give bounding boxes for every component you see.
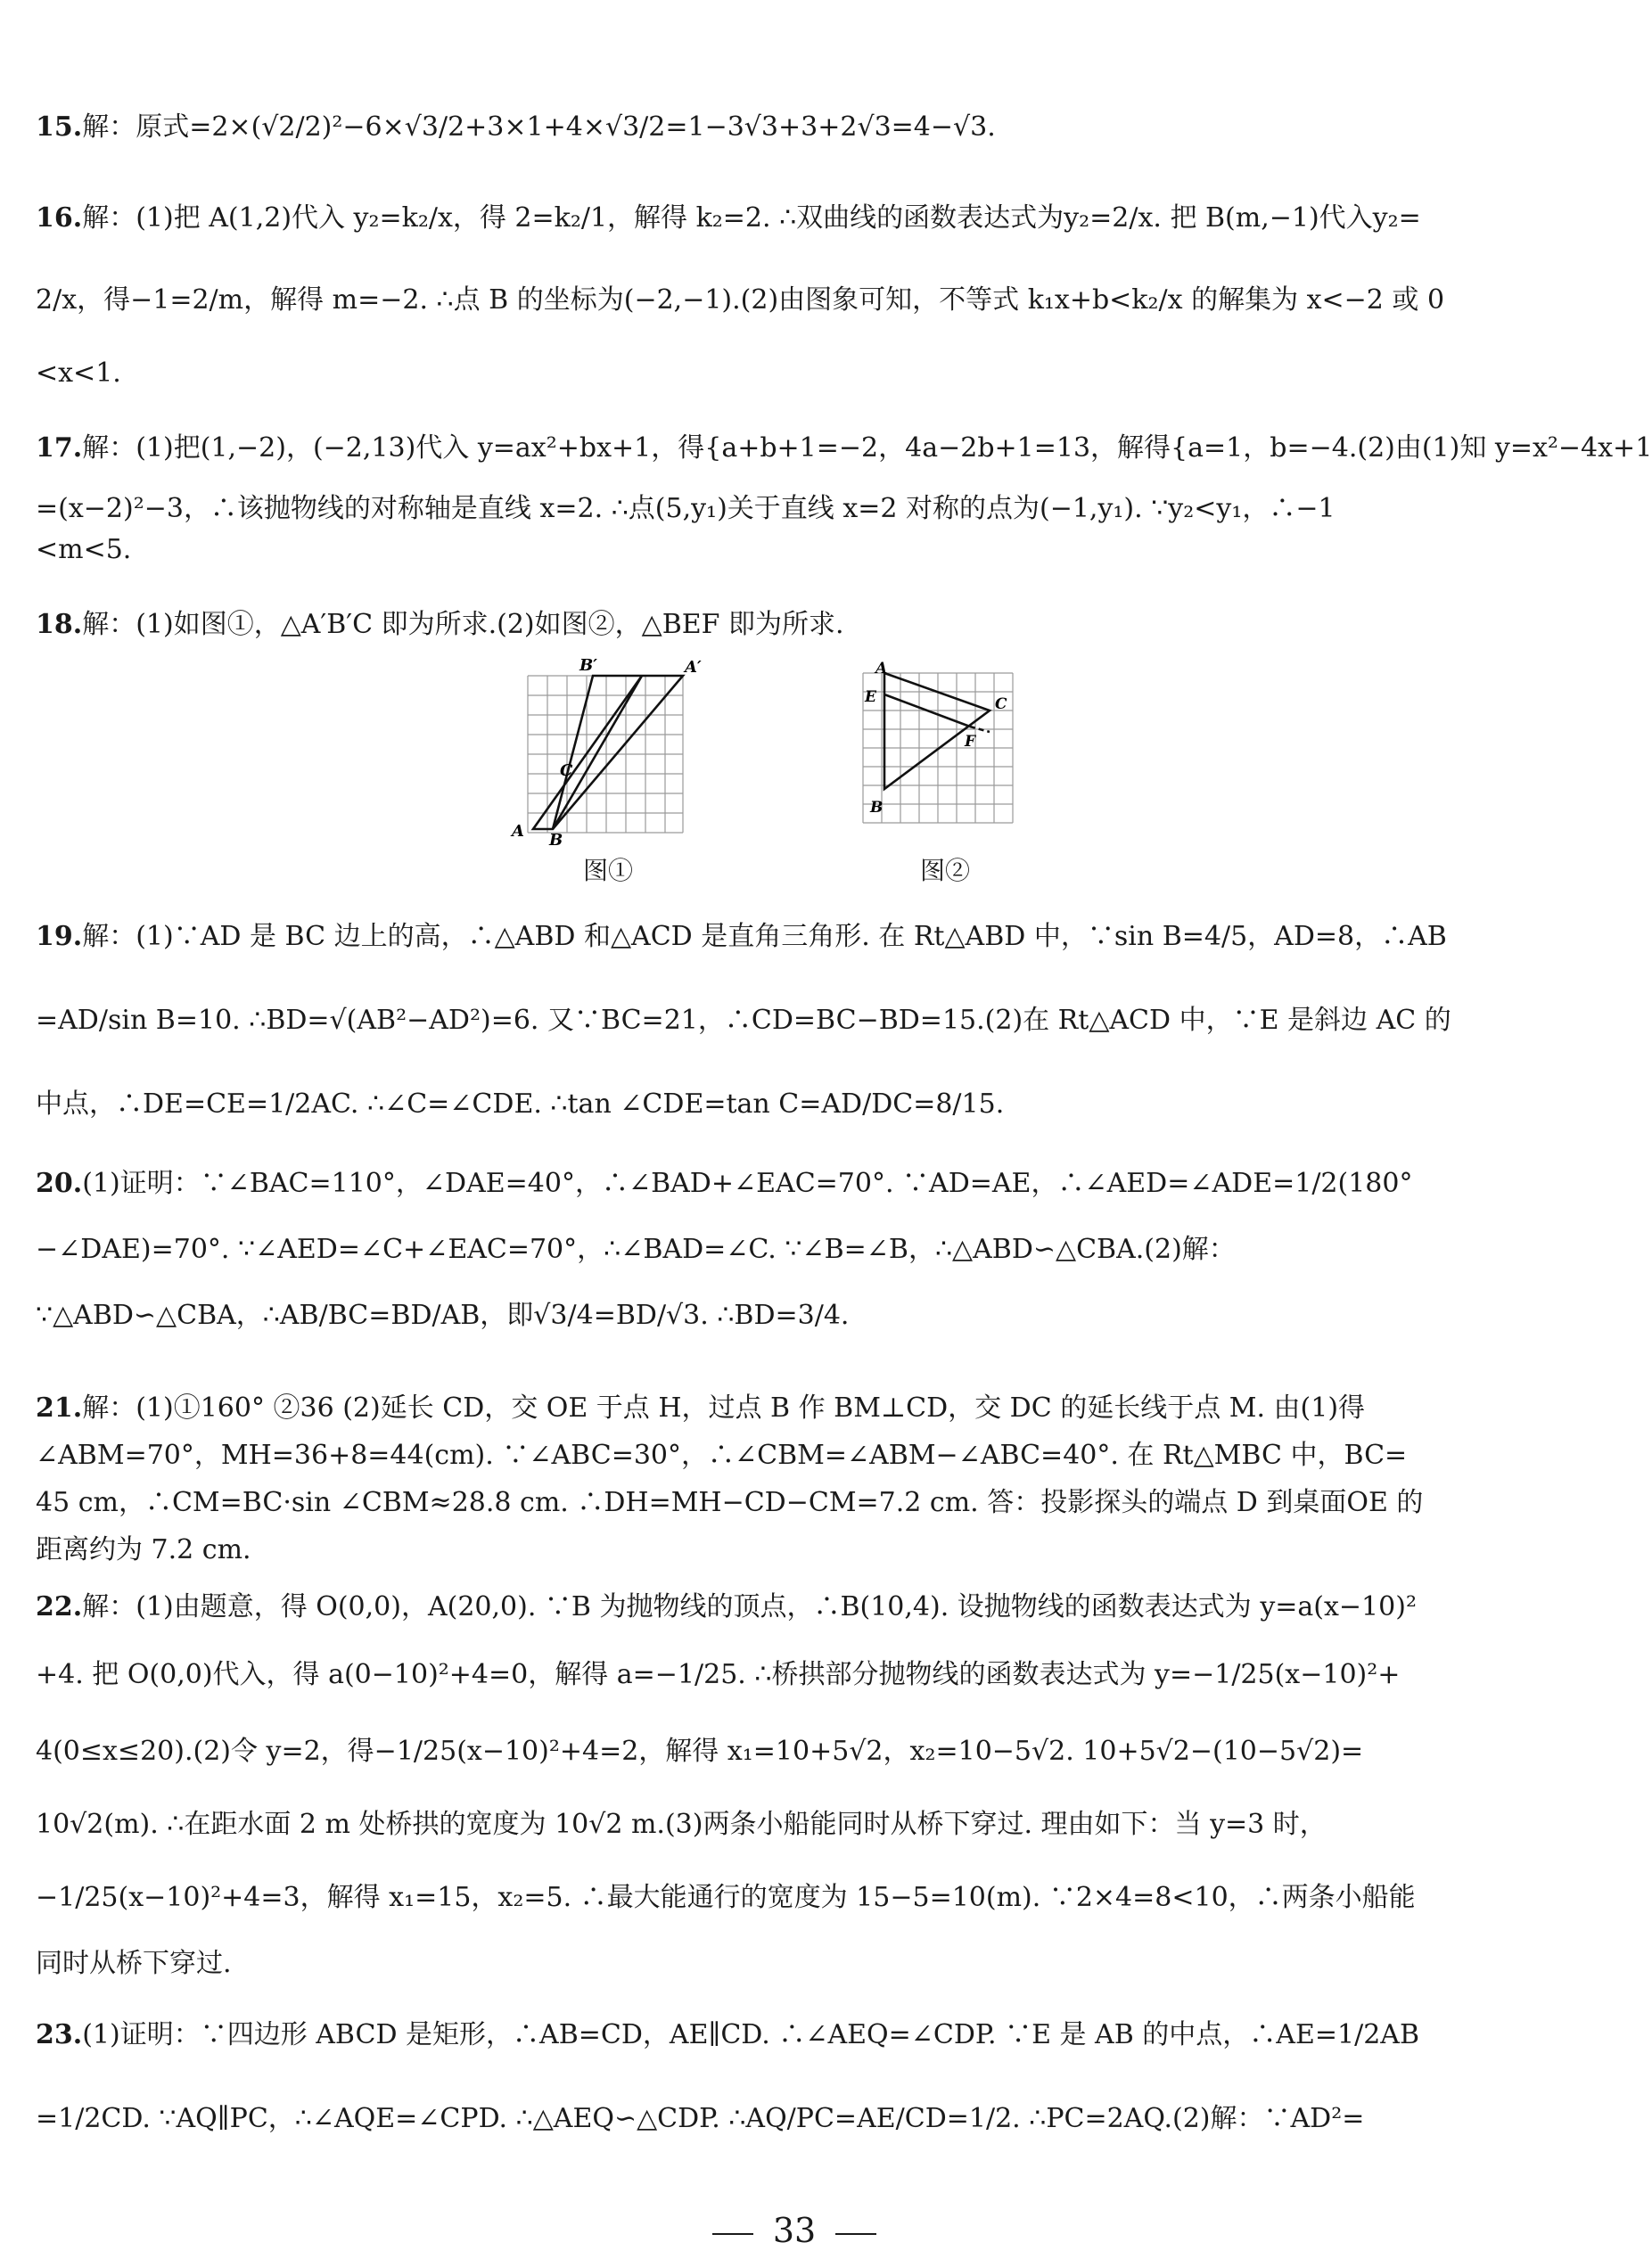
solution-18	[36, 604, 1484, 645]
solution-line: 23.(1)证明：∵四边形 ABCD 是矩形，∴AB=CD，AE∥CD. ∴∠AEQ=∠CDP. ∵E 是 AB 的中点，∴AE=1/2AB	[36, 2019, 1419, 2050]
fig1-label-b-prime: B′	[579, 656, 597, 675]
fig2-label-f: F	[965, 733, 976, 751]
solution-number: 23.	[36, 2019, 83, 2050]
solution-23	[36, 2015, 1484, 2140]
solution-19	[36, 916, 1484, 1125]
solution-line: 18.解：(1)如图①，△A′B′C 即为所求.(2)如图②，△BEF 即为所求.	[36, 609, 844, 640]
solution-line: 17.解：(1)把(1,−2)，(−2,13)代入 y=ax²+bx+1，得{a+b+1=−2，4a−2b+1=13，解得{a=1，b=−4.(2)由(1)知 y=x²−4x+1	[36, 432, 1652, 464]
solution-number: 22.	[36, 1591, 83, 1622]
solution-line: 20.(1)证明：∵∠BAC=110°，∠DAE=40°，∴∠BAD+∠EAC=70°. ∵AD=AE，∴∠AED=∠ADE=1/2(180°	[36, 1168, 1413, 1199]
figure-2-caption: 图②	[919, 856, 970, 885]
page-number: 33	[0, 2211, 1589, 2250]
solution-number: 20.	[36, 1168, 83, 1199]
solution-line: ∵△ABD∽△CBA，∴AB/BC=BD/AB，即√3/4=BD/√3. ∴BD=3/4.	[36, 1300, 850, 1331]
page-number-dash-right	[835, 2233, 876, 2235]
fig1-label-a-prime: A′	[685, 658, 702, 677]
solution-17	[36, 428, 1652, 571]
fig2-label-a: A	[875, 660, 888, 678]
solution-15	[36, 107, 1484, 148]
solution-number: 16.	[36, 202, 83, 234]
solution-line: −∠DAE)=70°. ∵∠AED=∠C+∠EAC=70°，∴∠BAD=∠C. ∵∠B=∠B，∴△ABD∽△CBA.(2)解：	[36, 1234, 1236, 1265]
solution-line: 10√2(m). ∴在距水面 2 m 处桥拱的宽度为 10√2 m.(3)两条小船能同时从桥下穿过. 理由如下：当 y=3 时，	[36, 1809, 1327, 1840]
solution-line: 距离约为 7.2 cm.	[36, 1534, 251, 1565]
solution-line: ∠ABM=70°，MH=36+8=44(cm). ∵∠ABC=30°，∴∠CBM=∠ABM−∠ABC=40°. 在 Rt△MBC 中，BC=	[36, 1440, 1408, 1471]
solution-line: <x<1.	[36, 357, 121, 389]
solution-line: 16.解：(1)把 A(1,2)代入 y₂=k₂/x，得 2=k₂/1，解得 k₂=2. ∴双曲线的函数表达式为y₂=2/x. 把 B(m,−1)代入y₂=	[36, 202, 1421, 234]
fig2-label-e: E	[865, 688, 876, 706]
solution-number: 18.	[36, 609, 83, 640]
solution-line: 同时从桥下穿过.	[36, 1948, 232, 1979]
solution-line: 2/x，得−1=2/m，解得 m=−2. ∴点 B 的坐标为(−2,−1).(2)由图象可知，不等式 k₁x+b<k₂/x 的解集为 x<−2 或 0	[36, 284, 1445, 316]
solution-line: 45 cm，∴CM=BC·sin ∠CBM≈28.8 cm. ∴DH=MH−CD−CM=7.2 cm. 答：投影探头的端点 D 到桌面OE 的	[36, 1487, 1424, 1518]
page-number-dash-left	[712, 2233, 753, 2235]
solution-line: =1/2CD. ∵AQ∥PC，∴∠AQE=∠CPD. ∴△AEQ∽△CDP. ∴AQ/PC=AE/CD=1/2. ∴PC=2AQ.(2)解：∵AD²=	[36, 2103, 1365, 2134]
solution-line: 15.解：原式=2×(√2/2)²−6×√3/2+3×1+4×√3/2=1−3√3+3+2√3=4−√3.	[36, 111, 996, 143]
solution-20	[36, 1163, 1484, 1336]
solution-number: 19.	[36, 921, 83, 952]
figure-1-caption: 图①	[582, 856, 633, 885]
solution-line: =AD/sin B=10. ∴BD=√(AB²−AD²)=6. 又∵BC=21，∴CD=BC−BD=15.(2)在 Rt△ACD 中，∵E 是斜边 AC 的	[36, 1005, 1451, 1036]
fig2-label-b: B	[870, 799, 884, 817]
solution-line: 19.解：(1)∵AD 是 BC 边上的高，∴△ABD 和△ACD 是直角三角形. 在 Rt△ABD 中，∵sin B=4/5，AD=8，∴AB	[36, 921, 1447, 952]
solution-line: 中点，∴DE=CE=1/2AC. ∴∠C=∠CDE. ∴tan ∠CDE=tan C=AD/DC=8/15.	[36, 1088, 1005, 1120]
solution-number: 15.	[36, 111, 83, 143]
figure-2-grid-diagram	[856, 660, 1034, 842]
fig1-label-b: B	[549, 831, 563, 850]
solution-22	[36, 1587, 1484, 1984]
solution-line: 22.解：(1)由题意，得 O(0,0)，A(20,0). ∵B 为抛物线的顶点，∴B(10,4). 设抛物线的函数表达式为 y=a(x−10)²	[36, 1591, 1417, 1622]
fig2-label-c: C	[995, 695, 1007, 713]
solution-21	[36, 1384, 1484, 1573]
figure-1-grid-diagram	[508, 651, 702, 850]
solution-line: −1/25(x−10)²+4=3，解得 x₁=15，x₂=5. ∴最大能通行的宽度为 15−5=10(m). ∵2×4=8<10，∴两条小船能	[36, 1882, 1416, 1913]
solution-16	[36, 198, 1484, 394]
fig1-label-a: A	[512, 822, 524, 841]
solution-line: 4(0≤x≤20).(2)令 y=2，得−1/25(x−10)²+4=2，解得 x₁=10+5√2，x₂=10−5√2. 10+5√2−(10−5√2)=	[36, 1736, 1364, 1767]
solution-line: 21.解：(1)①160° ②36 (2)延长 CD，交 OE 于点 H，过点 B 作 BM⊥CD，交 DC 的延长线于点 M. 由(1)得	[36, 1392, 1366, 1424]
solution-number: 21.	[36, 1392, 83, 1424]
fig1-label-c: C	[560, 761, 573, 780]
solution-line: +4. 把 O(0,0)代入，得 a(0−10)²+4=0，解得 a=−1/25. ∴桥拱部分抛物线的函数表达式为 y=−1/25(x−10)²+	[36, 1659, 1401, 1690]
solution-line: =(x−2)²−3，∴该抛物线的对称轴是直线 x=2. ∴点(5,y₁)关于直线 x=2 对称的点为(−1,y₁). ∵y₂<y₁，∴−1	[36, 493, 1336, 524]
solution-line: <m<5.	[36, 534, 132, 565]
solution-number: 17.	[36, 432, 83, 464]
